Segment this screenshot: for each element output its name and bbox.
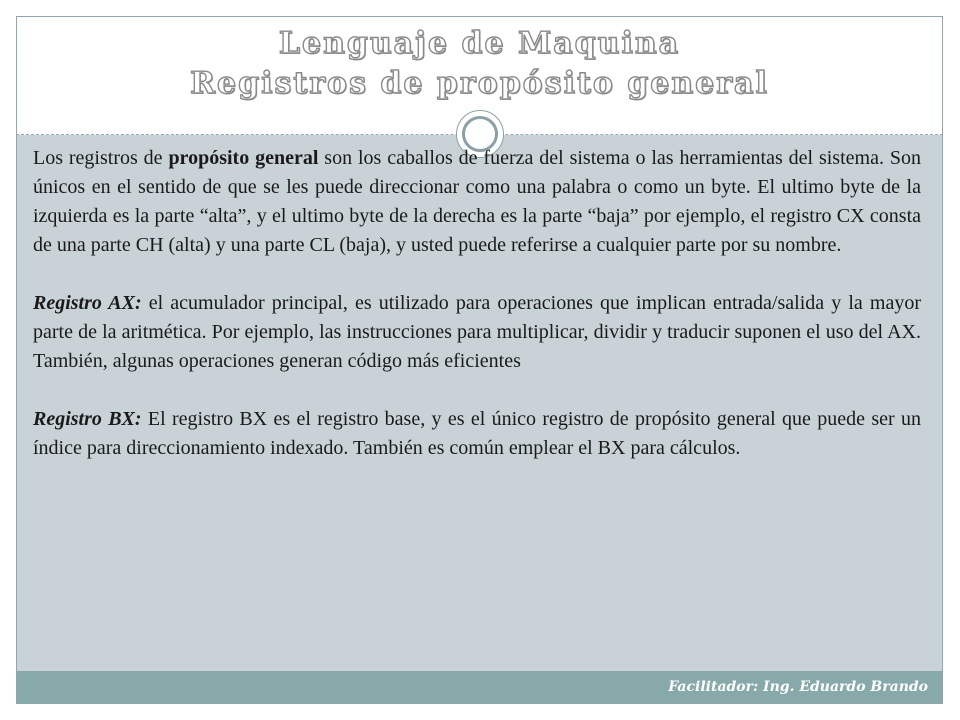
bx-text: El registro BX es el registro base, y es el único registro de propósito general que puede ser un índice para direccionamiento indexado. También es común emplear el BX para cálculos. [33, 408, 921, 459]
intro-text-before: Los registros de [33, 147, 169, 169]
footer-bar [17, 671, 942, 703]
bx-term: Registro BX: [33, 408, 142, 430]
footer-credit: Facilitador: Ing. Eduardo Brando [668, 679, 928, 695]
ax-paragraph [33, 289, 921, 376]
slide-body [33, 144, 921, 492]
title-line-1: Lenguaje de Maquina [278, 26, 681, 61]
bx-paragraph [33, 405, 921, 463]
title-line-2: Registros de propósito general [190, 66, 769, 101]
intro-text-after: son los caballos de fuerza del sistema o las herramientas del sistema. Son únicos en el sentido de que se les puede direccionar como una palabra o como un byte. El ultimo byte de la izquierda es la parte “alta”, y el ultimo byte de la derecha es la parte “baja” por ejemplo, el registro CX consta de una parte CH (alta) y una parte CL (baja), y usted puede referirse a cualquier parte por su nombre. [33, 147, 921, 256]
intro-bold-term: propósito general [168, 147, 319, 169]
ax-text: el acumulador principal, es utilizado para operaciones que implican entrada/salida y la mayor parte de la aritmética. Por ejemplo, las instrucciones para multiplicar, dividir y traducir suponen el uso del AX. También, algunas operaciones generan código más eficientes [33, 292, 921, 372]
ax-term: Registro AX: [33, 292, 142, 314]
intro-paragraph [33, 144, 921, 260]
